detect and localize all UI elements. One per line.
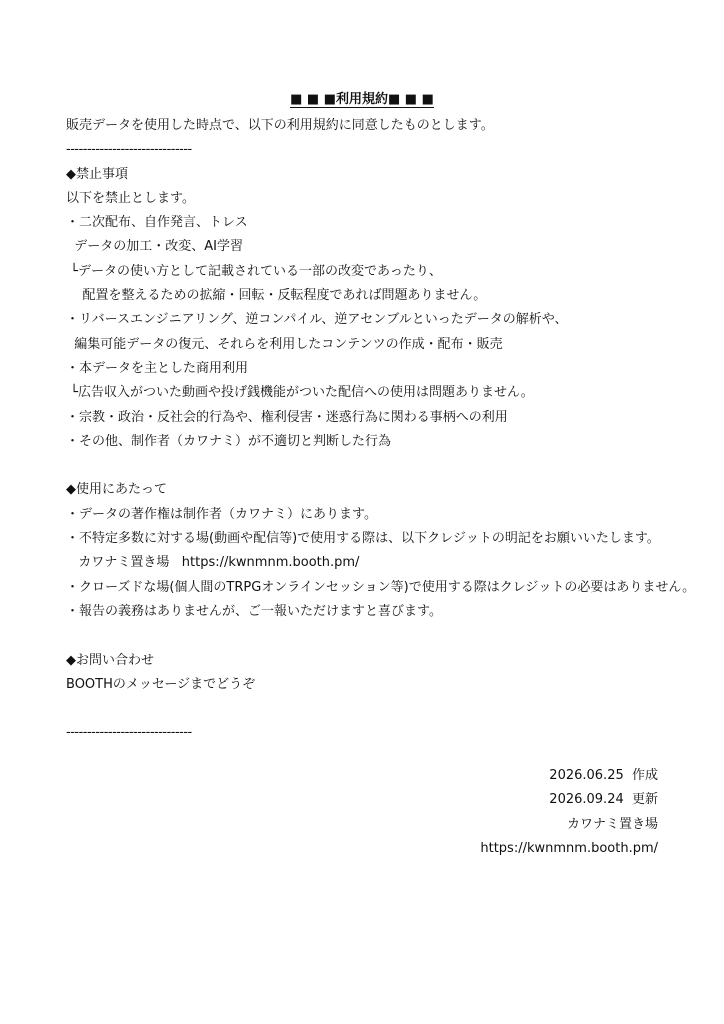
separator-top: ------------------------------ [66, 142, 192, 158]
prohibited-heading: ◆禁止事項 [66, 166, 128, 182]
prohibited-item: ・二次配布、自作発言、トレス [66, 215, 248, 231]
page-title-text: ■ ■ ■利用規約■ ■ ■ [290, 92, 434, 107]
usage-heading: ◆使用にあたって [66, 482, 167, 498]
credit-line: カワナミ置き場 https://kwnmnm.booth.pm/ [66, 555, 360, 571]
terms-body [66, 114, 696, 746]
page-title [0, 90, 724, 110]
prohibited-item: データの加工・改変、AI学習 [66, 239, 243, 255]
prohibited-item: ・本データを主とした商用利用 [66, 360, 249, 376]
author-url: https://kwnmnm.booth.pm/ [480, 840, 658, 856]
prohibited-lead: 以下を禁止とします。 [66, 190, 195, 206]
spacer [66, 624, 686, 648]
usage-item: ・不特定多数に対する場(動画や配信等)で使用する際は、以下クレジットの明記をお願いいたします。 [66, 531, 660, 547]
document-footer [480, 764, 658, 861]
spacer [66, 454, 686, 478]
prohibited-item: 編集可能データの復元、それらを利用したコンテンツの作成・配布・販売 [66, 336, 503, 352]
prohibited-item-note: └データの使い方として記載されている一部の改変であったり、 [66, 263, 442, 279]
prohibited-item: ・その他、制作者（カワナミ）が不適切と判断した行為 [66, 433, 392, 449]
prohibited-item: ・リバースエンジニアリング、逆コンパイル、逆アセンブルといったデータの解析や、 [66, 312, 568, 328]
prohibited-item: ・宗教・政治・反社会的行為や、権利侵害・迷惑行為に関わる事柄への利用 [66, 409, 508, 425]
prohibited-item-note: └広告収入がついた動画や投げ銭機能がついた配信への使用は問題ありません。 [66, 385, 534, 401]
author-name: カワナミ置き場 [566, 816, 658, 832]
contact-heading: ◆お問い合わせ [66, 652, 154, 668]
prohibited-item-note: 配置を整えるための拡縮・回転・反転程度であれば問題ありません。 [66, 288, 487, 304]
created-date: 2026.06.25 作成 [549, 768, 658, 783]
usage-item: ・クローズドな場(個人間のTRPGオンラインセッション等)で使用する際はクレジットの必要はありません。 [66, 579, 696, 595]
contact-text: BOOTHのメッセージまでどうぞ [66, 676, 256, 692]
updated-date: 2026.09.24 更新 [549, 792, 658, 808]
intro-text: 販売データを使用した時点で、以下の利用規約に同意したものとします。 [66, 118, 494, 133]
spacer [66, 697, 686, 721]
separator-bottom: ------------------------------ [66, 725, 192, 741]
usage-item: ・データの著作権は制作者（カワナミ）にあります。 [66, 506, 377, 522]
usage-item: ・報告の義務はありませんが、ご一報いただけますと喜びます。 [66, 603, 442, 619]
